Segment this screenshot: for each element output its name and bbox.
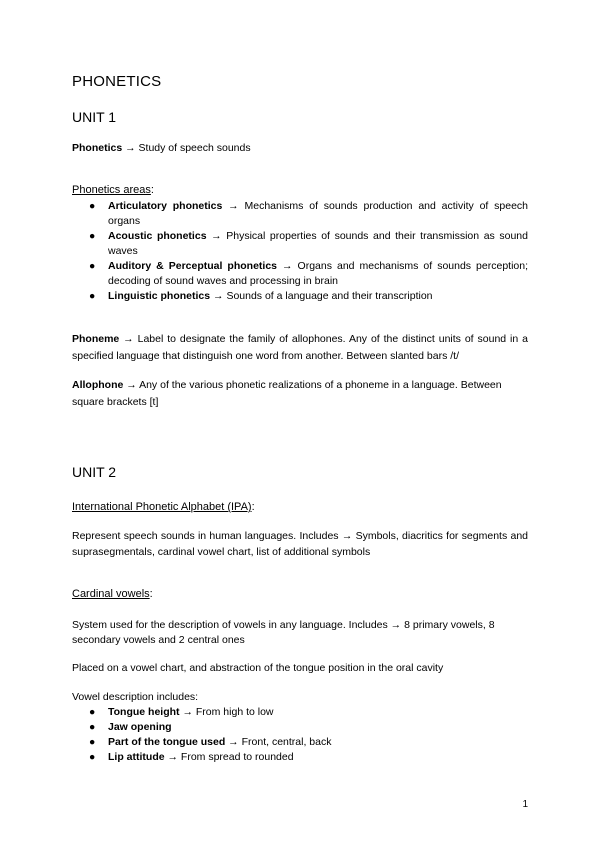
unit-2-heading: UNIT 2 (72, 464, 117, 480)
bullet-icon: ● (89, 290, 96, 302)
list-item (72, 229, 528, 259)
area-term: Linguistic phonetics (108, 290, 211, 302)
list-item (72, 289, 528, 304)
vowel-term: Part of the tongue used (108, 736, 226, 748)
vowel-chart-description: Placed on a vowel chart, and abstraction of the tongue position in the oral cavity (72, 662, 444, 674)
phonetics-term: Phonetics (72, 142, 123, 154)
area-term: Acoustic phonetics (108, 230, 207, 242)
list-item (72, 735, 528, 750)
page-number: 1 (522, 799, 528, 810)
list-item (72, 199, 528, 229)
phoneme-text: Label to designate the family of allophones. Any of the distinct units of sound in a specified language that distinguish one word from another. Between slanted bars /t/ (72, 333, 528, 362)
allophone-term: Allophone (72, 379, 124, 391)
arrow: → (164, 751, 181, 763)
arrow: → (123, 379, 140, 391)
bullet-icon: ● (89, 260, 96, 272)
arrow: → (122, 142, 139, 154)
allophone-definition (72, 377, 528, 411)
bullet-icon: ● (89, 721, 96, 733)
area-term: Auditory & Perceptual phonetics (108, 260, 278, 272)
vowel-text: From spread to rounded (180, 751, 294, 763)
vowel-description-list (72, 705, 528, 765)
area-text: Physical properties of sounds and their transmission as sound waves (108, 230, 528, 257)
document-title: PHONETICS (72, 73, 162, 90)
phoneme-definition (72, 331, 528, 365)
list-item (72, 705, 528, 720)
cardinal-vowels-heading (72, 587, 528, 602)
arrow: → (210, 290, 227, 302)
arrow: → (206, 230, 227, 242)
vowel-description-intro: Vowel description includes: (72, 691, 199, 703)
area-text: Sounds of a language and their transcription (226, 290, 433, 302)
area-term: Articulatory phonetics (108, 200, 223, 212)
phonetics-areas-list (72, 199, 528, 304)
vowel-text: Front, central, back (241, 736, 332, 748)
phonetics-text: Study of speech sounds (138, 142, 251, 154)
phoneme-term: Phoneme (72, 333, 120, 345)
ipa-label: International Phonetic Alphabet (IPA) (72, 501, 252, 513)
bullet-icon: ● (89, 706, 96, 718)
vowel-term: Lip attitude (108, 751, 165, 763)
phonetics-areas-label: Phonetics areas (72, 184, 151, 196)
colon: : (149, 588, 153, 600)
colon: : (150, 184, 154, 196)
vowel-term: Jaw opening (108, 721, 172, 733)
arrow: → (225, 736, 242, 748)
arrow: → (222, 200, 245, 212)
vowel-text: From high to low (195, 706, 274, 718)
phonetics-definition (72, 141, 528, 156)
unit-1-heading: UNIT 1 (72, 109, 117, 125)
bullet-icon: ● (89, 751, 96, 763)
arrow: → (277, 260, 298, 272)
ipa-heading (72, 500, 528, 515)
ipa-description: Represent speech sounds in human languages. Includes → Symbols, diacritics for segments and suprasegmentals, cardinal vowel chart, list of additional symbols (72, 530, 528, 558)
colon: : (251, 501, 255, 513)
list-item (72, 750, 528, 765)
area-text: Mechanisms of sounds production and activity of speech organs (108, 200, 529, 227)
cardinal-vowels-label: Cardinal vowels (72, 588, 150, 600)
bullet-icon: ● (89, 230, 96, 242)
vowel-term: Tongue height (108, 706, 180, 718)
phonetics-areas-heading (72, 183, 528, 198)
allophone-text: Any of the various phonetic realizations of a phoneme in a language. Between square brackets [t] (72, 379, 502, 408)
list-item (72, 720, 528, 735)
area-text: Organs and mechanisms of sounds perception; decoding of sound waves and processing in brain (108, 260, 528, 287)
bullet-icon: ● (89, 200, 96, 212)
list-item (72, 259, 528, 289)
arrow: → (179, 706, 196, 718)
cardinal-vowels-description: System used for the description of vowels in any language. Includes → 8 primary vowels, 8 secondary vowels and 2 central ones (72, 619, 495, 646)
arrow: → (119, 333, 138, 345)
bullet-icon: ● (89, 736, 96, 748)
